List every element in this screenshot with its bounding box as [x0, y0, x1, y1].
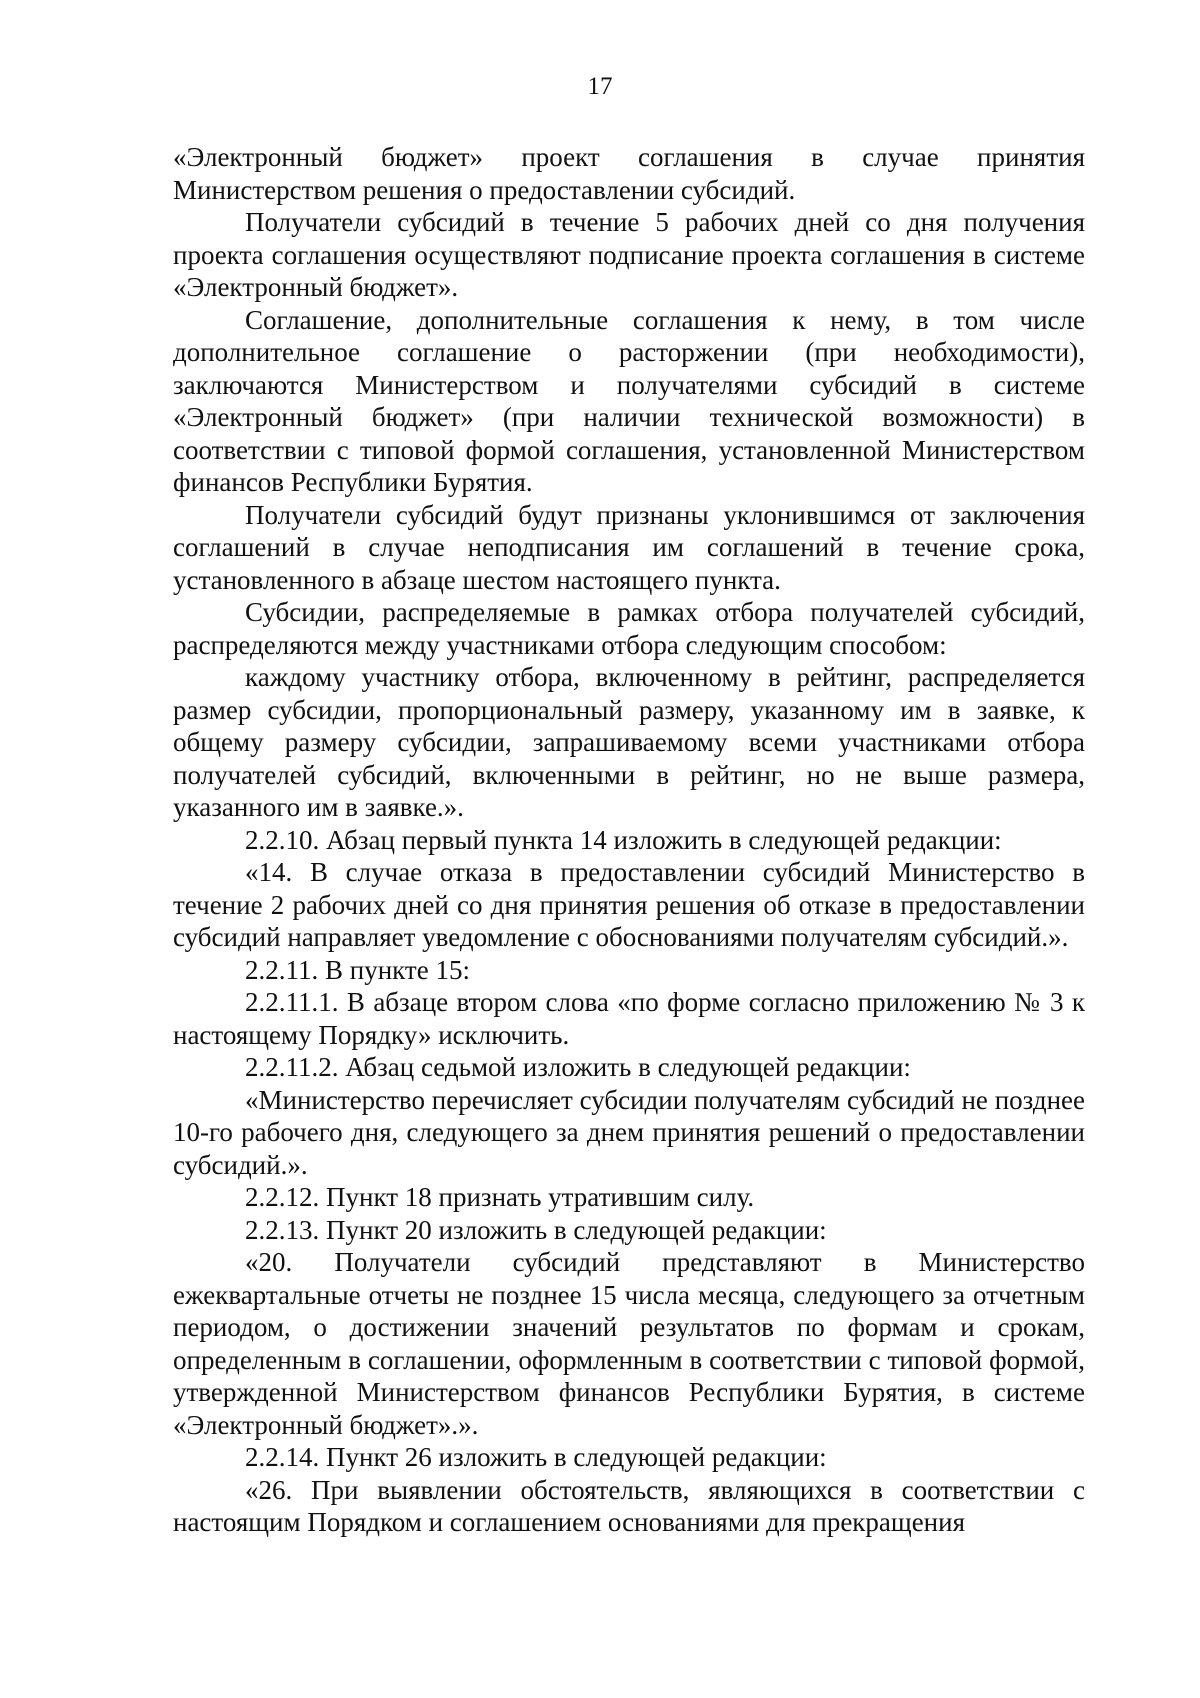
- paragraph-clause: 2.2.13. Пункт 20 изложить в следующей редакции:: [245, 1214, 827, 1245]
- document-body: [173, 141, 1085, 1539]
- paragraph: «14. В случае отказа в предоставлении субсидий Министерство в течение 2 рабочих дней со дня принятия решения об отказе в предоставлении субсидий направляет уведомление с обоснованиями получателям субсидий.».: [173, 857, 1085, 952]
- paragraph-clause: 2.2.14. Пункт 26 изложить в следующей редакции:: [245, 1442, 827, 1472]
- paragraph: «20. Получатели субсидий представляют в Министерство ежеквартальные отчеты не позднее 15 числа месяца, следующего за отчетным периодом, о достижении значений результатов по формам и срокам, определенным в соглашении, оформленным в соответствии с типовой формой, утвержденной Министерством финансов Республики Бурятия, в системе «Электронный бюджет».».: [173, 1247, 1085, 1440]
- paragraph: Соглашение, дополнительные соглашения к нему, в том числе дополнительное соглашение о расторжении (при необходимости), заключаются Министерством и получателями субсидий в системе «Электронный бюджет» (при наличии технической возможности) в соответствии с типовой формой соглашения, установленной Министерством финансов Республики Бурятия.: [173, 304, 1085, 497]
- paragraph-clause: 2.2.11.1. В абзаце втором слова «по форме согласно приложению № 3 к настоящему Порядку» исключить.: [173, 987, 1085, 1050]
- paragraph-clause: 2.2.11.2. Абзац седьмой изложить в следующей редакции:: [245, 1052, 911, 1082]
- paragraph: «26. При выявлении обстоятельств, являющихся в соответствии с настоящим Порядком и соглашением основаниями для прекращения: [173, 1474, 1085, 1537]
- paragraph: Получатели субсидий в течение 5 рабочих дней со дня получения проекта соглашения осуществляют подписание проекта соглашения в системе «Электронный бюджет».: [173, 207, 1085, 302]
- paragraph-clause: 2.2.12. Пункт 18 признать утратившим силу.: [245, 1182, 755, 1212]
- paragraph-continuation: «Электронный бюджет» проект соглашения в случае принятия Министерством решения о предоставлении субсидий.: [173, 142, 1085, 205]
- paragraph: «Министерство перечисляет субсидии получателям субсидий не позднее 10-го рабочего дня, следующего за днем принятия решений о предоставлении субсидий.».: [173, 1084, 1085, 1180]
- paragraph-clause: 2.2.10. Абзац первый пункта 14 изложить в следующей редакции:: [245, 824, 1002, 855]
- paragraph-clause: 2.2.11. В пункте 15:: [245, 954, 470, 985]
- paragraph: Получатели субсидий будут признаны уклонившимся от заключения соглашений в случае неподписания им соглашений в течение срока, установленного в абзаце шестом настоящего пункта.: [173, 499, 1085, 595]
- paragraph: Субсидии, распределяемые в рамках отбора получателей субсидий, распределяются между участниками отбора следующим способом:: [173, 597, 1085, 660]
- paragraph: каждому участнику отбора, включенному в рейтинг, распределяется размер субсидии, пропорциональный размеру, указанному им в заявке, к общему размеру субсидии, запрашиваемому всеми участниками отбора получателей субсидий, включенными в рейтинг, но не выше размера, указанного им в заявке.».: [173, 662, 1085, 822]
- page-number: 17: [587, 73, 613, 100]
